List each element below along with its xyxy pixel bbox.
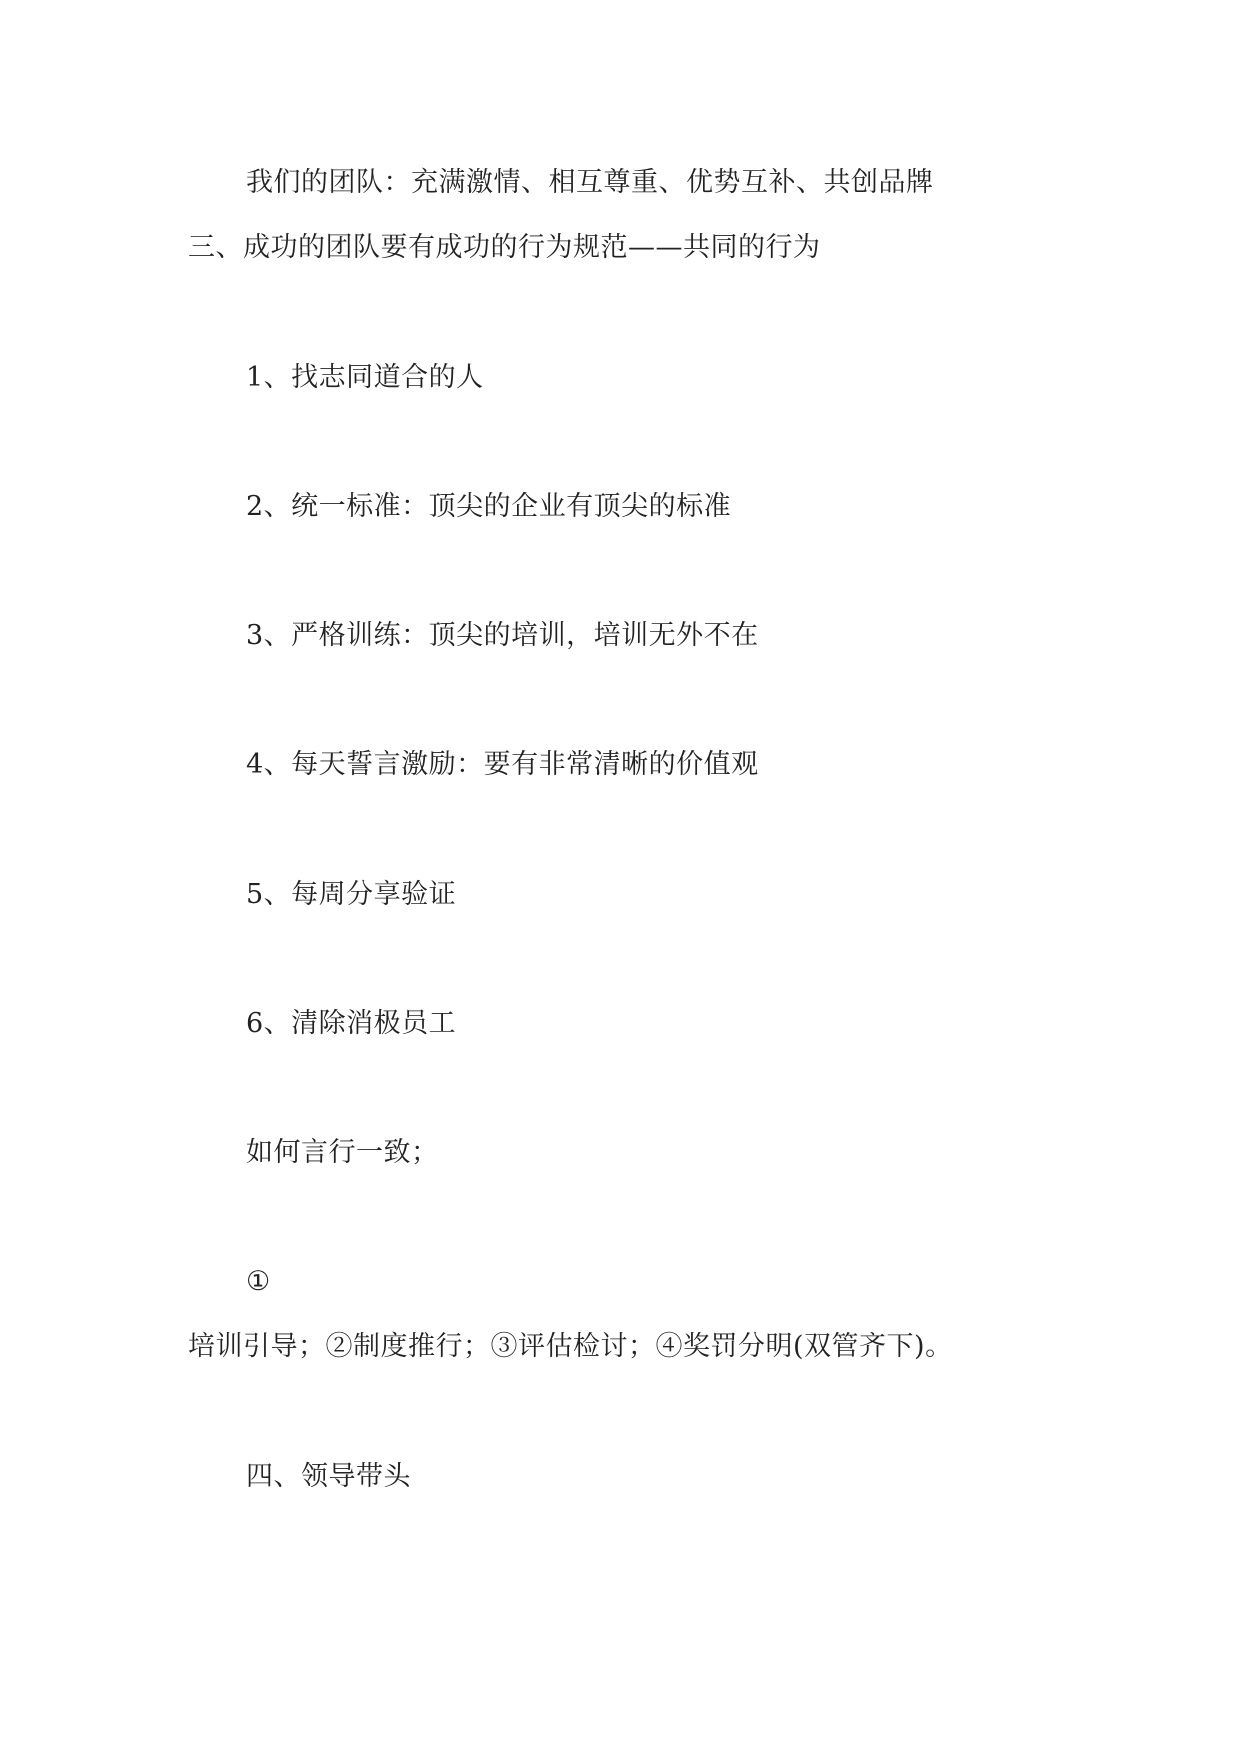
list-item-2: 2、统一标准：顶尖的企业有顶尖的标准 bbox=[246, 491, 732, 522]
section-4-heading: 四、领导带头 bbox=[246, 1461, 411, 1492]
list-item-4: 4、每天誓言激励：要有非常清晰的价值观 bbox=[246, 749, 759, 780]
consistency-question: 如何言行一致； bbox=[246, 1137, 439, 1168]
consistency-methods: 培训引导；②制度推行；③评估检讨；④奖罚分明(双管齐下)。 bbox=[188, 1331, 953, 1362]
list-item-3: 3、严格训练：顶尖的培训，培训无外不在 bbox=[246, 620, 759, 651]
list-item-5: 5、每周分享验证 bbox=[246, 879, 457, 910]
list-item-6: 6、清除消极员工 bbox=[246, 1008, 457, 1039]
section-3-heading: 三、成功的团队要有成功的行为规范——共同的行为 bbox=[188, 232, 821, 263]
list-item-1: 1、找志同道合的人 bbox=[246, 362, 484, 393]
circled-marker-1: ① bbox=[246, 1266, 271, 1297]
team-motto: 我们的团队：充满激情、相互尊重、优势互补、共创品牌 bbox=[246, 167, 934, 198]
